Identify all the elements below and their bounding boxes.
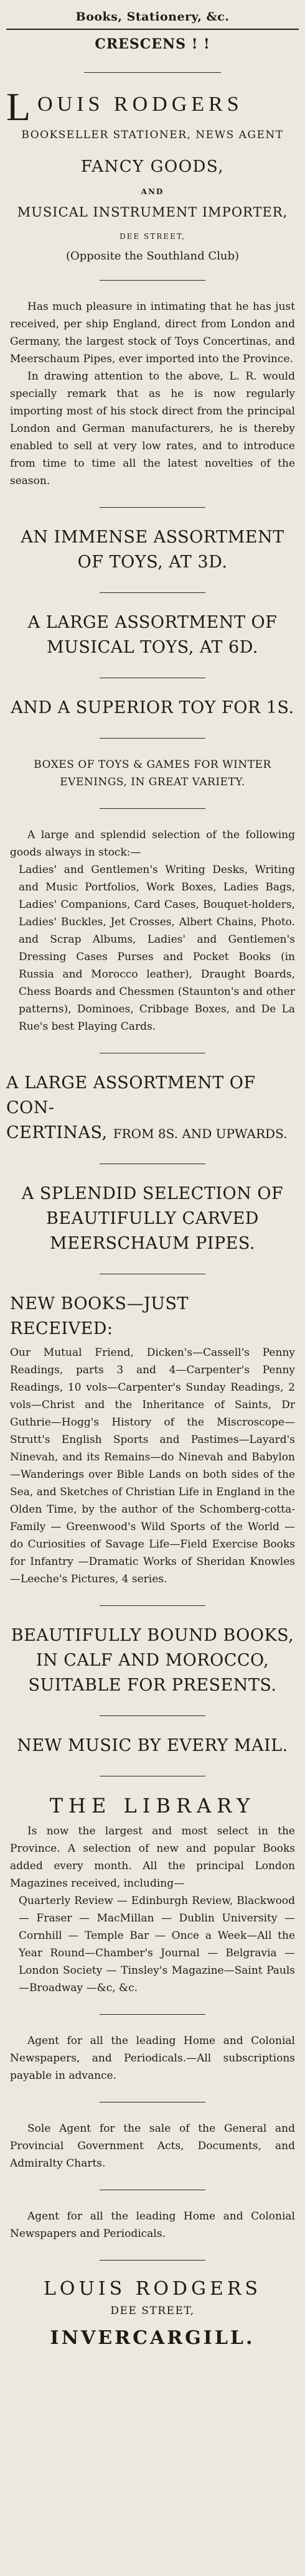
library-magazines: Quarterly Review — Edinburgh Review, Blackwood — Fraser — MacMillan — Dublin University — Cornhill — Temple Bar — Once a Week—All the Year Round—Chamber's Journal — Belgravia — London Society — Tinsley's Magazine—Saint Pauls—Broadway —&c, &c.: [19, 1894, 295, 1994]
intro-paragraph: Has much pleasure in intimating that he has just received, per ship England, direct from London and Germany, the largest stock of Toys Concertinas, and Meerschaum Pipes, ever imported into the Province.: [10, 300, 295, 365]
advertiser-name: [6, 85, 299, 129]
column-header: Books, Stationery, &c.: [6, 6, 299, 30]
concertinas-price: FROM 8S. AND UPWARDS.: [113, 1126, 288, 1141]
newspaper-agent-note: Agent for all the leading Home and Colonial Newspapers, and Periodicals.—All subscriptions payable in advance.: [10, 2034, 295, 2082]
divider: [100, 592, 205, 593]
concertinas-label: CERTINAS,: [6, 1122, 113, 1142]
sole-agent-note: Sole Agent for the sale of the General and Provincial Government Acts, Documents, and Admiralty Charts.: [10, 2122, 295, 2170]
and-connector: AND: [141, 187, 164, 196]
periodicals-agent-note: Agent for all the leading Home and Colonial Newspapers and Periodicals.: [10, 2210, 295, 2240]
toys-announcement: AN IMMENSE ASSORTMENT OF TOYS, AT 3D.: [21, 527, 284, 572]
divider: [100, 507, 205, 508]
importer-heading: MUSICAL INSTRUMENT IMPORTER,: [17, 204, 288, 220]
advertiser-trade: BOOKSELLER STATIONER, NEWS AGENT: [21, 128, 284, 141]
divider: [100, 1715, 205, 1716]
goods-list: [10, 826, 295, 1035]
concertinas-announcement: [6, 1071, 299, 1146]
concertinas-line-2: [6, 1121, 299, 1146]
intro-paragraph: In drawing attention to the above, L. R. would specially remark that as he is now regularly importing most of his stock direct from the principal London and German manufacturers, he is thereby enabled to sell at very low rates, and to introduce from time to time all the latest novelties of the season.: [10, 370, 295, 487]
divider: [100, 738, 205, 739]
new-books-body: Our Mutual Friend, Dicken's—Cassell's Penny Readings, parts 3 and 4—Carpenter's Penny Readings, 10 vols—Carpenter's Sunday Readings, 2 vols—Christ and the Inheritance of Saints, Dr Guthrie—Hogg's History of the Miscroscope—Strutt's English Sports and Pastimes—Layard's Ninevah, and its Remains—do Ninevah and Babylon—Wanderings over Bible Lands on both sides of the Sea, and Sketches of Christian Life in England in the Olden Time, by the author of the Schomberg-cotta-Family — Greenwood's Wild Sports of the World — do Curiosities of Savage Life—Field Exercise Books for Infantry —Dramatic Works of Sheridan Knowles—Leeche's Pictures, 4 series.: [10, 1346, 295, 1585]
boxes-announcement: BOXES OF TOYS & GAMES FOR WINTER EVENINGS, IN GREAT VARIETY.: [34, 758, 271, 788]
bound-books-announcement: BEAUTIFULLY BOUND BOOKS, IN CALF AND MOROCCO, SUITABLE FOR PRESENTS.: [11, 1625, 294, 1695]
superior-toy-announcement: AND A SUPERIOR TOY FOR 1S.: [11, 698, 294, 717]
divider: [100, 2260, 205, 2261]
fancy-goods-heading: FANCY GOODS,: [80, 157, 225, 176]
goods-intro: A large and splendid selection of the following goods always in stock:—: [10, 828, 295, 859]
library-heading: THE LIBRARY: [49, 1793, 256, 1818]
library-body: Is now the largest and most select in the Province. A selection of new and popular Books added every month. All the principal London Magazines received, including—: [10, 1824, 295, 1890]
street-address: DEE STREET,: [120, 231, 185, 241]
goods-body: Ladies' and Gentlemen's Writing Desks, Writing and Music Portfolios, Work Boxes, Ladies Bags, Ladies' Companions, Card Cases, Bouquet-holders, Ladies' Buckles, Jet Crosses, Albert Chains, Photo. and Scrap Albums, Ladies' and Gentlemen's Dressing Cases Purses and Pocket Books (in Russia and Morocco leather), Draught Boards, Chess Boards and Chessmen (Staunton's and other patterns), Dominoes, Cribbage Boxes, and De La Rue's best Playing Cards.: [19, 863, 295, 1033]
divider: [100, 2014, 205, 2015]
new-music-announcement: NEW MUSIC BY EVERY MAIL.: [17, 1735, 288, 1755]
dropcap-letter: L: [6, 85, 35, 129]
signature-street: DEE STREET,: [110, 2304, 195, 2317]
musical-toys-announcement: A LARGE ASSORTMENT OF MUSICAL TOYS, AT 6D.: [27, 612, 278, 657]
location-note: (Opposite the Southland Club): [65, 249, 240, 263]
pipes-announcement: A SPLENDID SELECTION OF BEAUTIFULLY CARVED MEERSCHAUM PIPES.: [21, 1183, 284, 1253]
signature-town: INVERCARGILL.: [50, 2326, 255, 2349]
concertinas-line-1: A LARGE ASSORTMENT OF CON-: [6, 1073, 256, 1118]
divider: [100, 808, 205, 809]
advertiser-name-rest: OUIS RODGERS: [37, 93, 243, 116]
new-books-section: [10, 1292, 295, 1588]
divider: [84, 72, 221, 73]
divider: [100, 1605, 205, 1606]
new-books-heading: NEW BOOKS—JUST RECEIVED:: [10, 1294, 189, 1338]
crescens-heading: CRESCENS ! !: [95, 36, 210, 52]
signature-name: LOUIS RODGERS: [44, 2277, 261, 2300]
library-section: [10, 1822, 295, 1997]
divider: [100, 280, 205, 281]
